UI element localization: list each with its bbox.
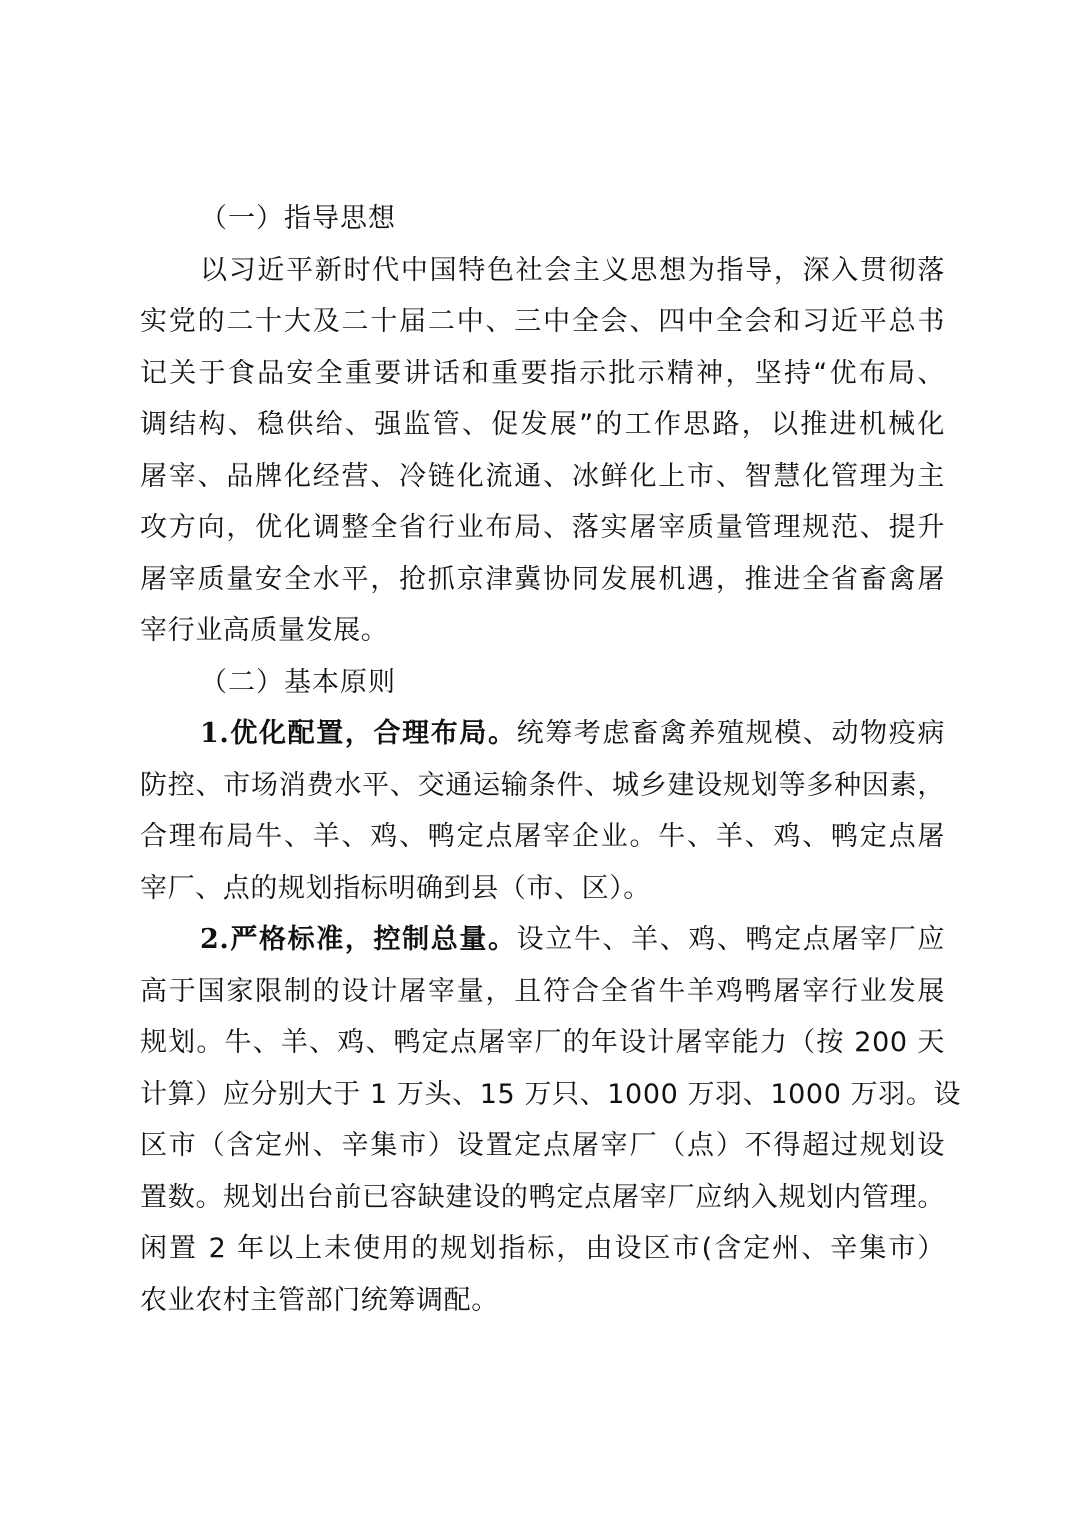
- paragraph-line: 屠宰、品牌化经营、冷链化流通、冰鲜化上市、智慧化管理为主: [140, 460, 945, 492]
- paragraph-line: 高于国家限制的设计屠宰量，且符合全省牛羊鸡鸭屠宰行业发展: [140, 975, 945, 1007]
- paragraph-line: 屠宰质量安全水平，抢抓京津冀协同发展机遇，推进全省畜禽屠: [140, 563, 945, 595]
- paragraph-line: 宰厂、点的规划指标明确到县（市、区）。: [140, 872, 651, 904]
- paragraph-line: 规划。牛、羊、鸡、鸭定点屠宰厂的年设计屠宰能力（按 200 天: [140, 1027, 945, 1058]
- document-page: [140, 193, 962, 1326]
- paragraph-line: 区市（含定州、辛集市）设置定点屠宰厂（点）不得超过规划设: [140, 1130, 945, 1161]
- principle-1-text: 统筹考虑畜禽养殖规模、动物疫病: [516, 718, 945, 749]
- section-heading-basic-principles: （二）基本原则: [200, 666, 396, 698]
- paragraph-line: 闲置 2 年以上未使用的规划指标，由设区市(含定州、辛集市）: [140, 1233, 945, 1264]
- paragraph-line: 置数。规划出台前已容缺建设的鸭定点屠宰厂应纳入规划内管理。: [140, 1181, 945, 1213]
- paragraph-line: 以习近平新时代中国特色社会主义思想为指导，深入贯彻落: [200, 254, 945, 286]
- principle-1-title: 1.优化配置，合理布局。: [200, 718, 517, 749]
- principle-1-first-line: [140, 708, 945, 760]
- section-heading-guiding-ideology: （一）指导思想: [200, 203, 396, 234]
- paragraph-line: 攻方向，优化调整全省行业布局、落实屠宰质量管理规范、提升: [140, 512, 945, 543]
- principle-2-title: 2.严格标准，控制总量。: [200, 924, 517, 955]
- paragraph-line: 宰行业高质量发展。: [140, 615, 389, 646]
- paragraph-line: 实党的二十大及二十届二中、三中全会、四中全会和习近平总书: [140, 306, 945, 337]
- paragraph-line: 农业农村主管部门统筹调配。: [140, 1284, 499, 1316]
- principle-2-text: 设立牛、羊、鸡、鸭定点屠宰厂应: [516, 924, 945, 955]
- principle-2-first-line: [140, 914, 945, 966]
- paragraph-line: 记关于食品安全重要讲话和重要指示批示精神，坚持“优布局、: [140, 357, 945, 389]
- paragraph-line: 调结构、稳供给、强监管、促发展”的工作思路，以推进机械化: [140, 409, 945, 440]
- paragraph-line: 防控、市场消费水平、交通运输条件、城乡建设规划等多种因素，: [140, 769, 945, 801]
- paragraph-line: 计算）应分别大于 1 万头、15 万只、1000 万羽、1000 万羽。设: [140, 1078, 962, 1110]
- paragraph-line: 合理布局牛、羊、鸡、鸭定点屠宰企业。牛、羊、鸡、鸭定点屠: [140, 821, 945, 852]
